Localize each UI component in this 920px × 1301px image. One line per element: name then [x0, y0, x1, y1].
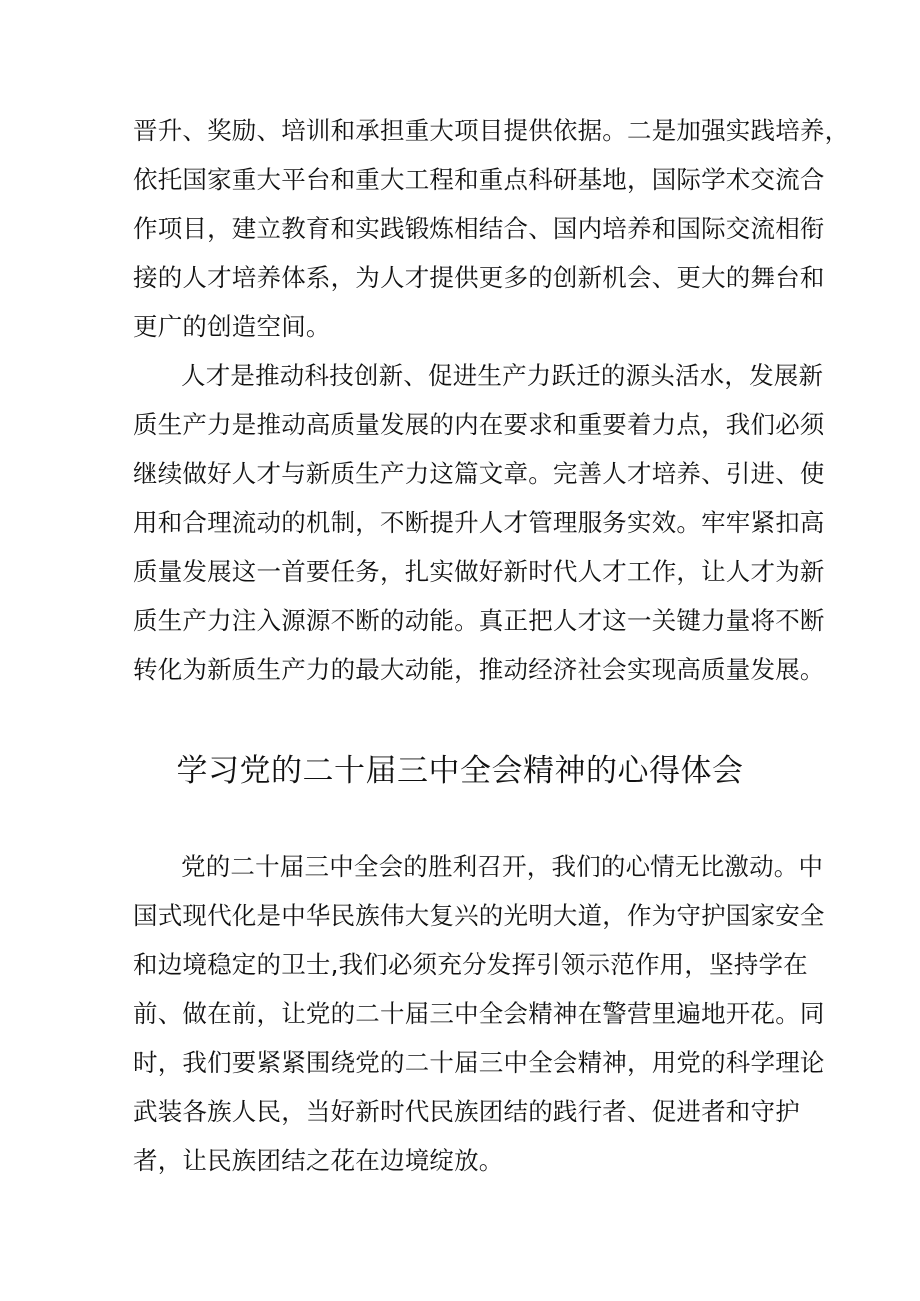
- paragraph-line: 国式现代化是中华民族伟大复兴的光明大道，作为守护国家安全: [133, 901, 825, 930]
- section-heading: 学习党的二十届三中全会精神的心得体会: [176, 753, 744, 789]
- paragraph-line: 接的人才培养体系，为人才提供更多的创新机会、更大的舞台和: [133, 263, 825, 292]
- paragraph-line: 质生产力注入源源不断的动能。真正把人才这一关键力量将不断: [133, 606, 825, 635]
- paragraph-line: 质生产力是推动高质量发展的内在要求和重要着力点，我们必须: [133, 410, 825, 439]
- paragraph-line: 继续做好人才与新质生产力这篇文章。完善人才培养、引进、使: [133, 459, 825, 488]
- paragraph-line: 前、做在前，让党的二十届三中全会精神在警营里遍地开花。同: [133, 999, 825, 1028]
- paragraph-line: 者，让民族团结之花在边境绽放。: [133, 1146, 504, 1175]
- paragraph-line: 党的二十届三中全会的胜利召开，我们的心情无比激动。中: [181, 852, 824, 881]
- paragraph-line: 晋升、奖励、培训和承担重大项目提供依据。二是加强实践培养，: [133, 116, 850, 145]
- paragraph-line: 转化为新质生产力的最大动能，推动经济社会实现高质量发展。: [133, 655, 825, 684]
- paragraph-line: 时，我们要紧紧围绕党的二十届三中全会精神，用党的科学理论: [133, 1048, 825, 1077]
- paragraph-line: 武装各族人民，当好新时代民族团结的践行者、促进者和守护: [133, 1097, 800, 1126]
- paragraph-line: 更广的创造空间。: [133, 312, 331, 341]
- paragraph-line: 作项目，建立教育和实践锻炼相结合、国内培养和国际交流相衔: [133, 214, 825, 243]
- paragraph-line: 质量发展这一首要任务，扎实做好新时代人才工作，让人才为新: [133, 557, 825, 586]
- paragraph-line: 和边境稳定的卫士,我们必须充分发挥引领示范作用，坚持学在: [133, 950, 808, 979]
- paragraph-line: 用和合理流动的机制，不断提升人才管理服务实效。牢牢紧扣高: [133, 508, 825, 537]
- paragraph-line: 依托国家重大平台和重大工程和重点科研基地，国际学术交流合: [133, 165, 825, 194]
- paragraph-line: 人才是推动科技创新、促进生产力跃迁的源头活水，发展新: [181, 361, 824, 390]
